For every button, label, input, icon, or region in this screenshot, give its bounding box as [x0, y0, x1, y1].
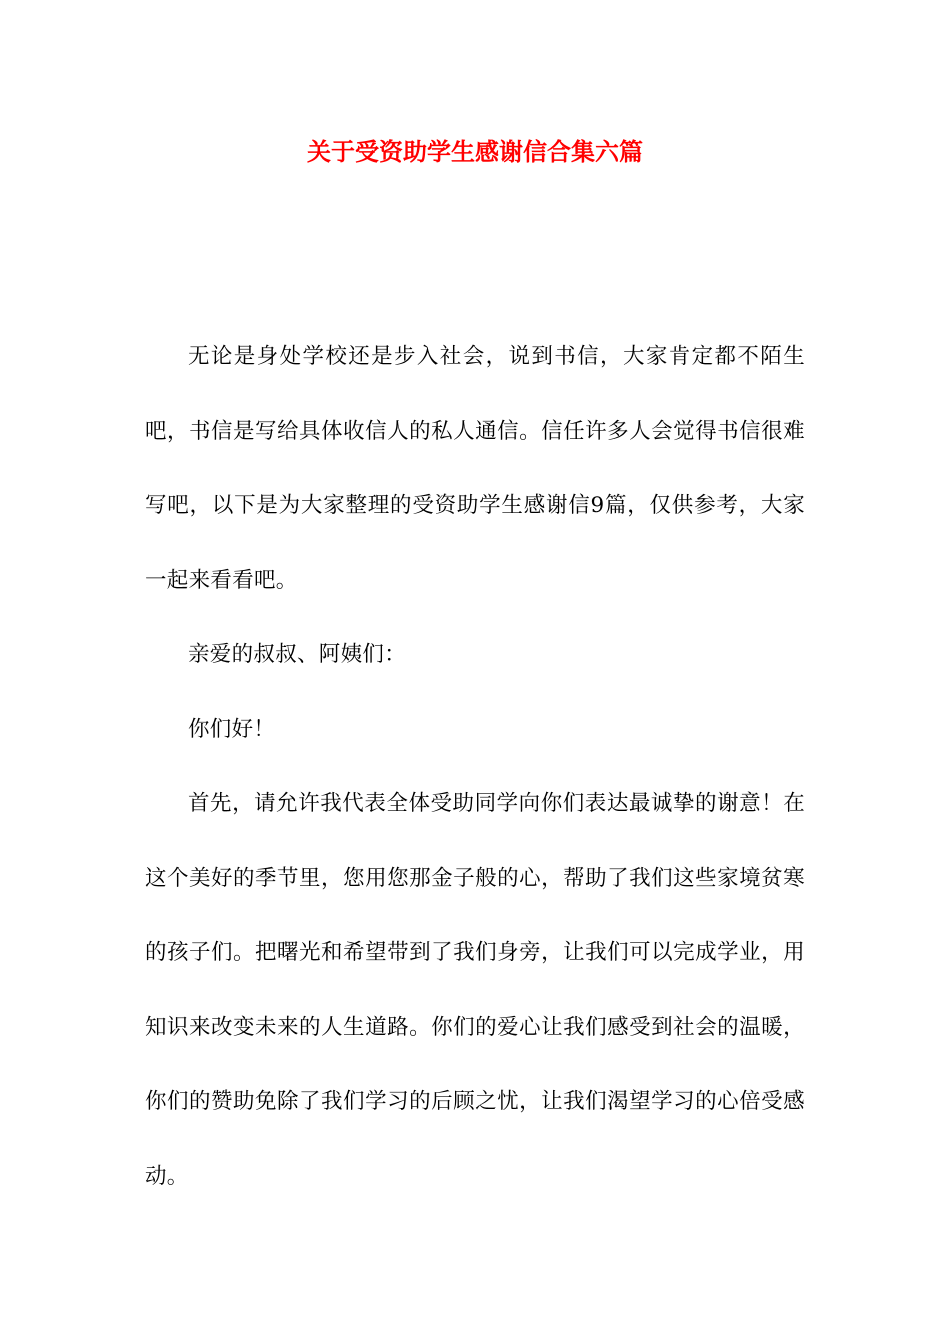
document-body	[145, 320, 805, 1214]
paragraph-salutation: 亲爱的叔叔、阿姨们：	[188, 642, 407, 667]
paragraph-thanks: 首先，请允许我代表全体受助同学向你们表达最诚挚的谢意！在这个美好的季节里，您用您那金子般的心，帮助了我们这些家境贫寒的孩子们。把曙光和希望带到了我们身旁，让我们可以完成学业，用知识来改变未来的人生道路。你们的爱心让我们感受到社会的温暖，你们的赞助免除了我们学习的后顾之忧，让我们渴望学习的心倍受感动。	[145, 791, 805, 1189]
paragraph-greeting: 你们好！	[188, 716, 276, 742]
document-title: 关于受资助学生感谢信合集六篇	[307, 138, 643, 166]
paragraph-intro: 无论是身处学校还是步入社会，说到书信，大家肯定都不陌生吧，书信是写给具体收信人的私人通信。信任许多人会觉得书信很难写吧，以下是为大家整理的受资助学生感谢信9篇，仅供参考，大家一起来看看吧。	[145, 344, 805, 593]
